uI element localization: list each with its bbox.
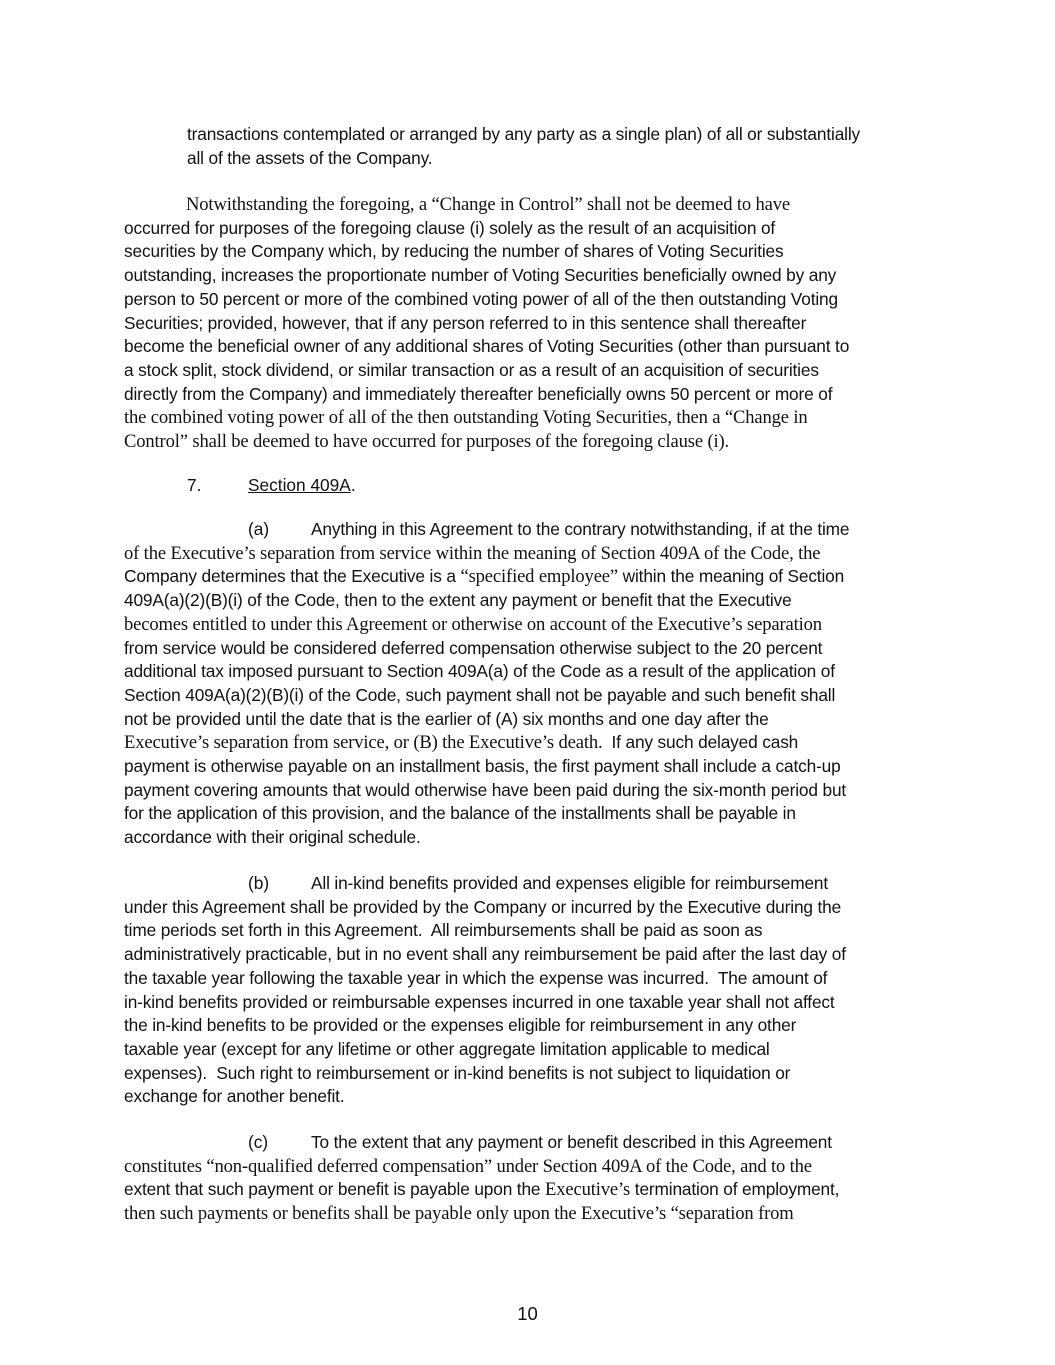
text-segment: Executive’s separation from service, or (B) the Executive’s death. xyxy=(124,732,612,754)
text-line: expenses). Such right to reimbursement or in-kind benefits is not subject to liquidation or xyxy=(124,1062,791,1083)
text-line: Securities; provided, however, that if any person referred to in this sentence shall thereafter xyxy=(124,312,807,333)
text-line: from service would be considered deferred compensation otherwise subject to the 20 percent xyxy=(124,637,823,658)
para-c-marker: (c) xyxy=(248,1132,269,1152)
text-segment: within the meaning of Section xyxy=(618,566,845,587)
para-b xyxy=(124,872,846,1109)
text-line: 409A(a)(2)(B)(i) of the Code, then to the extent any payment or benefit that the Executive xyxy=(124,590,792,611)
text-line: the taxable year following the taxable year in which the expense was incurred. The amount of xyxy=(124,967,828,988)
text-line: becomes entitled to under this Agreement or otherwise on account of the Executive’s separation xyxy=(124,613,822,635)
text-line: become the beneficial owner of any additional shares of Voting Securities (other than pursuant to xyxy=(124,336,850,357)
text-line: all of the assets of the Company. xyxy=(187,147,433,168)
text-line: taxable year (except for any lifetime or other aggregate limitation applicable to medical xyxy=(124,1038,770,1059)
para-c xyxy=(124,1131,839,1226)
text-line: the in-kind benefits to be provided or the expenses eligible for reimbursement in any other xyxy=(124,1015,797,1036)
text-line: payment is otherwise payable on an installment basis, the first payment shall include a catch-up xyxy=(124,756,841,777)
page-number: 10 xyxy=(517,1303,538,1324)
text-segment: If any such delayed cash xyxy=(611,732,799,753)
para-a xyxy=(124,518,849,850)
text-line: Section 409A(a)(2)(B)(i) of the Code, such payment shall not be payable and such benefit shall xyxy=(124,684,836,705)
section-title xyxy=(248,474,356,498)
text-segment: termination of employment, xyxy=(630,1179,840,1200)
text-line: payment covering amounts that would otherwise have been paid during the six-month period but xyxy=(124,779,847,800)
text-line: securities by the Company which, by reducing the number of shares of Voting Securities xyxy=(124,241,784,262)
text-line: All in-kind benefits provided and expenses eligible for reimbursement xyxy=(311,873,829,893)
text-line: under this Agreement shall be provided by the Company or incurred by the Executive during the xyxy=(124,896,842,917)
text-line: not be provided until the date that is the earlier of (A) six months and one day after the xyxy=(124,708,769,729)
text-line: accordance with their original schedule. xyxy=(124,827,421,848)
text-segment: Company determines that the Executive is a xyxy=(124,566,461,587)
text-line: Anything in this Agreement to the contrary notwithstanding, if at the time xyxy=(311,519,850,539)
text-line: for the application of this provision, and the balance of the installments shall be payable in xyxy=(124,803,796,824)
text-line: Control” shall be deemed to have occurred for purposes of the foregoing clause (i). xyxy=(124,431,730,453)
text-line: additional tax imposed pursuant to Section 409A(a) of the Code as a result of the application of xyxy=(124,661,835,682)
text-line: in-kind benefits provided or reimbursable expenses incurred in one taxable year shall not affect xyxy=(124,991,835,1012)
text-line: the combined voting power of all of the then outstanding Voting Securities, then a “Change in xyxy=(124,407,808,429)
text-line: To the extent that any payment or benefit described in this Agreement xyxy=(311,1132,832,1152)
text-line xyxy=(124,731,849,755)
text-line: exchange for another benefit. xyxy=(124,1086,345,1107)
opening-paragraph xyxy=(187,123,860,170)
text-line: time periods set forth in this Agreement. All reimbursements shall be paid as soon as xyxy=(124,920,763,941)
section-title-text: Section 409A xyxy=(248,475,351,495)
notwithstanding-paragraph xyxy=(124,193,849,454)
text-line: constitutes “non-qualified deferred compensation” under Section 409A of the Code, and to the xyxy=(124,1155,812,1177)
section-number: 7. xyxy=(187,475,202,495)
text-segment: “specified employee” xyxy=(460,566,619,588)
text-segment: extent that such payment or benefit is payable upon the xyxy=(124,1179,546,1200)
text-line: Notwithstanding the foregoing, a “Change in Control” shall not be deemed to have xyxy=(186,194,791,215)
text-line xyxy=(124,565,849,589)
para-a-marker: (a) xyxy=(248,519,270,539)
text-line: then such payments or benefits shall be payable only upon the Executive’s “separation from xyxy=(124,1203,794,1225)
text-line: a stock split, stock dividend, or similar transaction or as a result of an acquisition of securities xyxy=(124,359,819,380)
text-line xyxy=(124,1178,839,1202)
text-line: directly from the Company) and immediately thereafter beneficially owns 50 percent or more of xyxy=(124,383,833,404)
para-b-marker: (b) xyxy=(248,873,270,893)
text-line: of the Executive’s separation from service within the meaning of Section 409A of the Code, the xyxy=(124,542,821,564)
text-line: occurred for purposes of the foregoing clause (i) solely as the result of an acquisition of xyxy=(124,217,776,238)
text-line: person to 50 percent or more of the combined voting power of all of the then outstanding Voting xyxy=(124,288,838,309)
text-line: outstanding, increases the proportionate number of Voting Securities beneficially owned by any xyxy=(124,265,837,286)
text-segment: Executive’s xyxy=(545,1179,631,1201)
text-line: administratively practicable, but in no event shall any reimbursement be paid after the last day of xyxy=(124,944,846,965)
section-title-period: . xyxy=(350,475,356,495)
text-line: transactions contemplated or arranged by any party as a single plan) of all or substantially xyxy=(187,124,861,144)
